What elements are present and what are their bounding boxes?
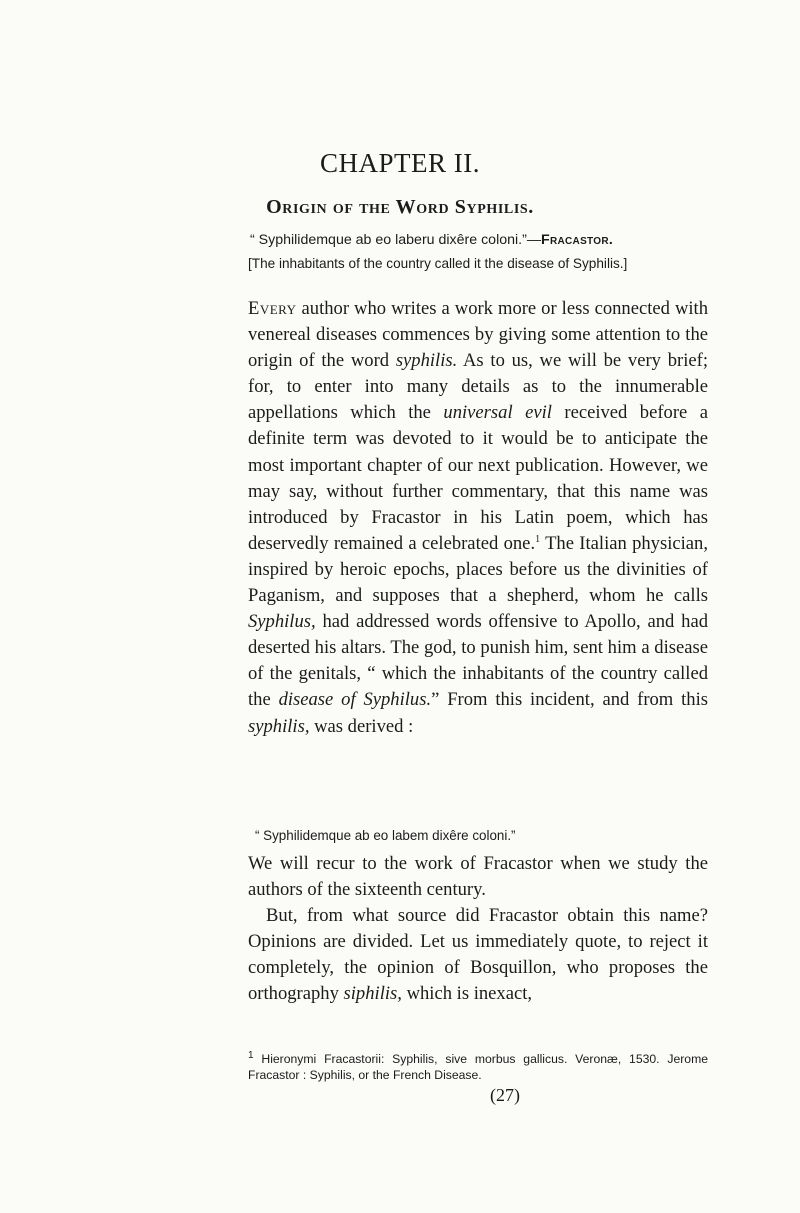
footnote-marker: 1: [535, 533, 541, 545]
italic-term: syphilis,: [248, 715, 310, 737]
italic-term: universal evil: [443, 402, 552, 424]
paragraph-lead-word: Every: [248, 298, 297, 319]
paragraph-origin: [248, 296, 708, 740]
footnote-text: Hieronymi Fracastorii: Syphilis, sive morbus gallicus. Veronæ, 1530. Jerome Fracastor : Syphilis, or the French Disease.: [248, 1052, 708, 1082]
text-run: ” From this incident, and from this: [431, 689, 708, 711]
text-run: author who writes a work more or less connected with venereal diseases commences by giving some attention to the origin of the word: [248, 298, 708, 372]
chapter-title: Origin of the Word Syphilis.: [266, 196, 534, 218]
footnote-mark: 1: [248, 1049, 254, 1061]
epigraph-attribution: Fracastor.: [541, 232, 614, 248]
paragraph-source: [248, 903, 708, 1007]
text-run: The Italian physician, inspired by heroic epochs, places before us the divinities of Paganism, and supposes that a shepherd, whom he calls: [248, 532, 709, 607]
epigraph-quote: “ Syphilidemque ab eo laberu dixêre coloni.”—: [250, 232, 542, 248]
text-run: was derived :: [309, 715, 414, 737]
italic-term: disease of Syphilus.: [278, 689, 432, 711]
chapter-heading: CHAPTER II.: [320, 148, 480, 178]
epigraph-translation: [The inhabitants of the country called it the disease of Syphilis.]: [248, 256, 628, 271]
footnote: [248, 1051, 708, 1083]
epigraph: [250, 232, 613, 248]
page-number: (27): [490, 1085, 520, 1105]
text-run: which is inexact,: [401, 983, 533, 1005]
text-run: had addressed words offensive to Apollo, and had deserted his altars. The god, to punish him, sent him a disease of the genitals, “ which the inhabitants of the country called the: [248, 611, 708, 711]
paragraph-recur: We will recur to the work of Fracastor when we study the authors of the sixteenth century.: [248, 853, 708, 901]
text-run: received before a definite term was devoted to it would be to anticipate the most important chapter of our next publication. However, we may say, without further commentary, that this name was introduced by Fracastor in his Latin poem, which has deservedly remained a celebrated one.: [248, 402, 709, 554]
italic-term: syphilis.: [395, 350, 458, 372]
italic-term: siphilis,: [343, 983, 402, 1005]
italic-term: Syphilus,: [248, 611, 316, 633]
latin-quote-line: “ Syphilidemque ab eo labem dixêre coloni.”: [255, 828, 516, 843]
text-run: As to us, we will be very brief; for, to enter into many details as to the innumerable appellations which the: [248, 350, 708, 424]
text-run: But, from what source did Fracastor obtain this name? Opinions are divided. Let us immediately quote, to reject it completely, the opinion of Bosquillon, who proposes the orthography: [248, 905, 708, 1005]
